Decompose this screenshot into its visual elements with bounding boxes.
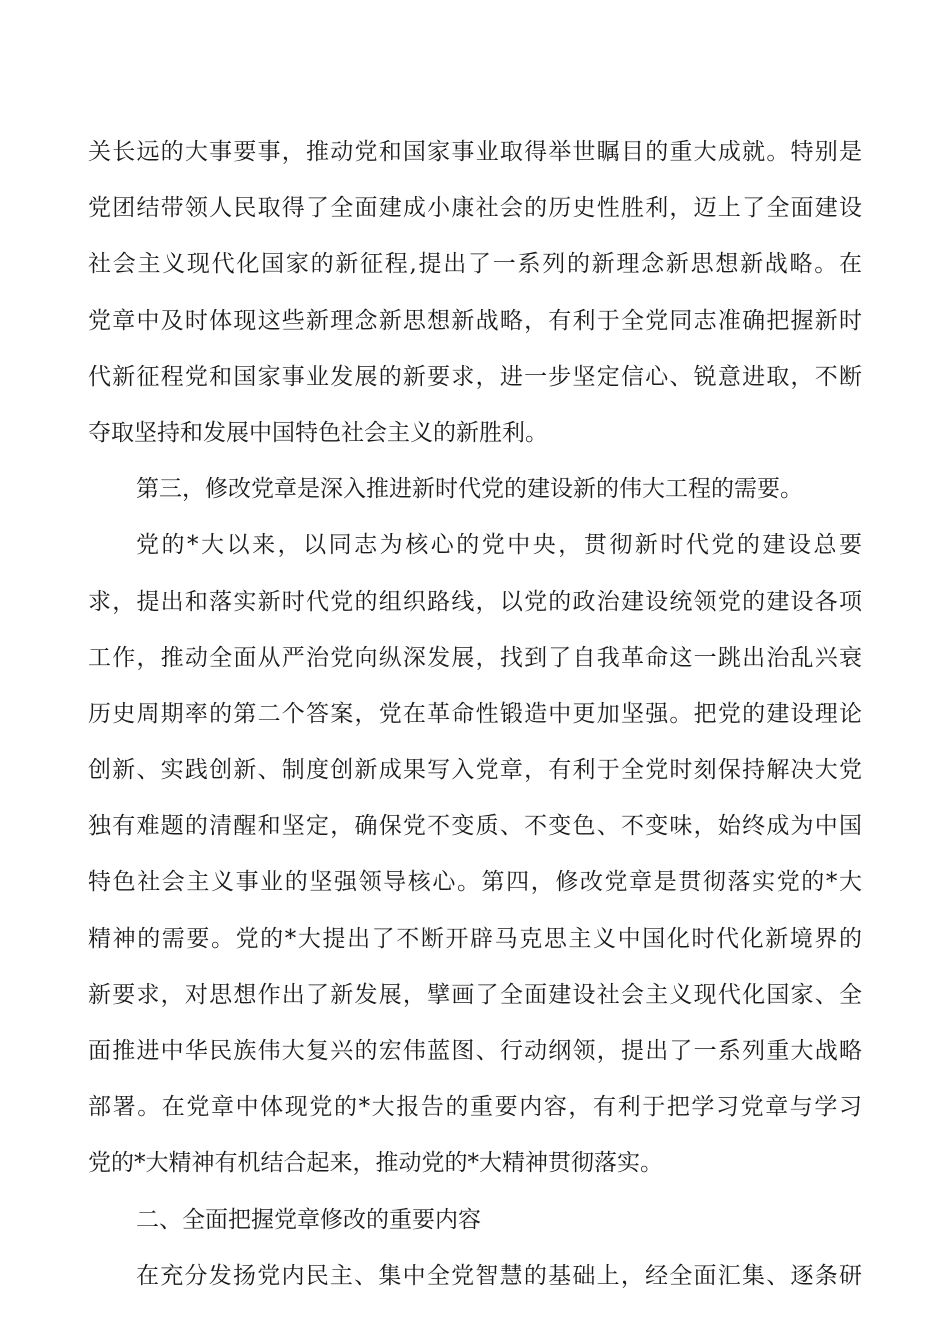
section-heading-2: 二、全面把握党章修改的重要内容 — [136, 1206, 481, 1233]
text-line: 党章中及时体现这些新理念新思想新战略，有利于全党同志准确把握新时 — [88, 307, 862, 334]
text-line: 社会主义现代化国家的新征程,提出了一系列的新理念新思想新战略。在 — [88, 251, 862, 278]
section-heading-3: 第三，修改党章是深入推进新时代党的建设新的伟大工程的需要。 — [136, 476, 803, 503]
text-line: 代新征程党和国家事业发展的新要求，进一步坚定信心、锐意进取，不断 — [88, 363, 862, 390]
text-line: 精神的需要。党的*大提出了不断开辟马克思主义中国化时代化新境界的 — [88, 925, 862, 952]
text-line: 党团结带领人民取得了全面建成小康社会的历史性胜利，迈上了全面建设 — [88, 195, 862, 222]
text-line: 创新、实践创新、制度创新成果写入党章，有利于全党时刻保持解决大党 — [88, 757, 862, 784]
text-line: 特色社会主义事业的坚强领导核心。第四，修改党章是贯彻落实党的*大 — [88, 869, 862, 896]
text-line: 关长远的大事要事，推动党和国家事业取得举世瞩目的重大成就。特别是 — [88, 139, 862, 165]
text-line: 新要求，对思想作出了新发展，擘画了全面建设社会主义现代化国家、全 — [88, 981, 862, 1008]
text-line: 夺取坚持和发展中国特色社会主义的新胜利。 — [88, 419, 548, 446]
text-line: 在充分发扬党内民主、集中全党智慧的基础上，经全面汇集、逐条研 — [136, 1262, 862, 1289]
text-line: 党的*大以来，以同志为核心的党中央，贯彻新时代党的建设总要 — [136, 532, 862, 559]
text-line: 工作，推动全面从严治党向纵深发展，找到了自我革命这一跳出治乱兴衰 — [88, 644, 862, 671]
text-line: 历史周期率的第二个答案，党在革命性锻造中更加坚强。把党的建设理论 — [88, 700, 862, 727]
text-line: 部署。在党章中体现党的*大报告的重要内容，有利于把学习党章与学习 — [88, 1094, 862, 1121]
text-line: 独有难题的清醒和坚定，确保党不变质、不变色、不变味，始终成为中国 — [88, 813, 862, 840]
text-line: 党的*大精神有机结合起来，推动党的*大精神贯彻落实。 — [88, 1150, 663, 1177]
text-line: 求，提出和落实新时代党的组织路线，以党的政治建设统领党的建设各项 — [88, 588, 862, 615]
body-text — [88, 124, 862, 1304]
text-line: 面推进中华民族伟大复兴的宏伟蓝图、行动纲领，提出了一系列重大战略 — [88, 1038, 862, 1064]
